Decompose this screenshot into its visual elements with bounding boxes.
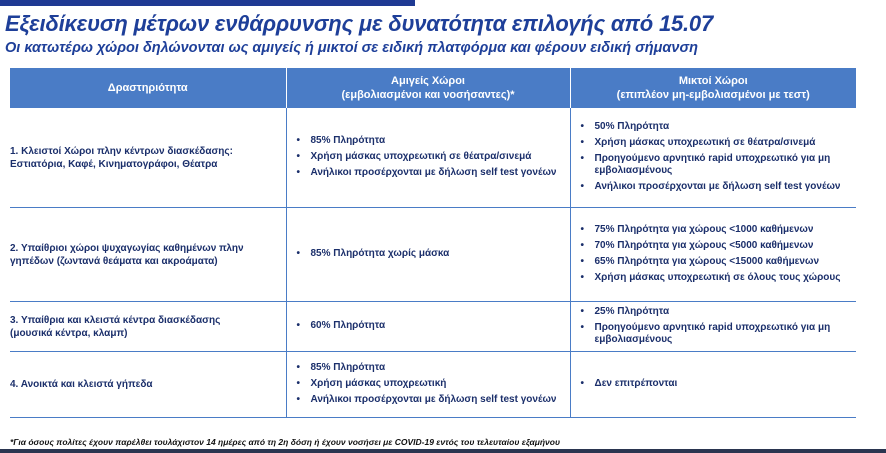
list-item: • Προηγούμενο αρνητικό rapid υποχρεωτικό για μη εμβολιασμένους (579, 153, 851, 177)
list-item: • 85% Πληρότητα (295, 362, 564, 374)
list-item: • Χρήση μάσκας υποχρεωτική σε θέατρα/σινεμά (295, 151, 564, 163)
list-item: • 85% Πληρότητα χωρίς μάσκα (295, 248, 564, 260)
pure-cell (286, 108, 570, 208)
pure-cell (286, 302, 570, 352)
list-item: • 65% Πληρότητα για χώρους <15000 καθήμενων (579, 256, 851, 268)
activity-cell (10, 208, 286, 302)
table-row (10, 108, 856, 208)
list-item: • Ανήλικοι προσέρχονται με δήλωση self test γονέων (579, 181, 851, 193)
header-mixed-subtitle: (επιπλέον μη-εμβολιασμένοι με τεστ) (616, 88, 810, 101)
table-header-row (10, 68, 856, 108)
mixed-cell (570, 208, 856, 302)
mixed-cell (570, 302, 856, 352)
header-mixed-spaces (570, 68, 856, 108)
header-pure-title: Αμιγείς Χώροι (391, 74, 465, 87)
footnote: *Για όσους πολίτες έχουν παρέλθει τουλάχιστον 14 ημέρες από τη 2η δόση ή έχουν νοσήσει με COVID-19 εντός του τελευταίου εξαμήνου (10, 437, 560, 447)
list-item: • 85% Πληρότητα (295, 135, 564, 147)
list-item: • Προηγούμενο αρνητικό rapid υποχρεωτικό για μη εμβολιασμένους (579, 322, 851, 346)
header-pure-spaces (286, 68, 570, 108)
activity-cell (10, 302, 286, 352)
activity-line: 3. Υπαίθρια και κλειστά κέντρα διασκέδασης (10, 314, 221, 326)
pure-cell (286, 208, 570, 302)
list-item: • 60% Πληρότητα (295, 320, 564, 332)
header-activity: Δραστηριότητα (10, 68, 286, 108)
activity-line: Εστιατόρια, Καφέ, Κινηματογράφοι, Θέατρα (10, 158, 218, 170)
measures-table (10, 68, 856, 418)
pure-cell (286, 352, 570, 418)
activity-cell (10, 352, 286, 418)
table-row (10, 352, 856, 418)
list-item: • Χρήση μάσκας υποχρεωτική (295, 378, 564, 390)
page-subtitle: Οι κατωτέρω χώροι δηλώνονται ως αμιγείς ή μικτοί σε ειδική πλατφόρμα και φέρουν ειδική σήμανση (5, 40, 698, 56)
mixed-cell (570, 352, 856, 418)
table-row (10, 302, 856, 352)
list-item: • 50% Πληρότητα (579, 121, 851, 133)
page-title: Εξειδίκευση μέτρων ενθάρρυνσης με δυνατότητα επιλογής από 15.07 (5, 11, 714, 36)
header-pure-subtitle: (εμβολιασμένοι και νοσήσαντες)* (341, 88, 515, 101)
table-row (10, 208, 856, 302)
bottom-bar (0, 449, 886, 453)
activity-line: 1. Κλειστοί Χώροι πλην κέντρων διασκέδασης: (10, 145, 233, 157)
list-item: • Χρήση μάσκας υποχρεωτική σε θέατρα/σινεμά (579, 137, 851, 149)
activity-line: 4. Ανοικτά και κλειστά γήπεδα (10, 379, 153, 390)
top-accent-bar (0, 0, 415, 6)
list-item: • Ανήλικοι προσέρχονται με δήλωση self test γονέων (295, 167, 564, 179)
activity-line: γηπέδων (ζωντανά θεάματα και ακροάματα) (10, 255, 218, 267)
activity-line: 2. Υπαίθριοι χώροι ψυχαγωγίας καθημένων πλην (10, 242, 244, 254)
mixed-cell (570, 108, 856, 208)
list-item: • Χρήση μάσκας υποχρεωτική σε όλους τους χώρους (579, 272, 851, 284)
list-item: • 75% Πληρότητα για χώρους <1000 καθήμενων (579, 224, 851, 236)
activity-cell (10, 108, 286, 208)
list-item: • 70% Πληρότητα για χώρους <5000 καθήμενων (579, 240, 851, 252)
header-mixed-title: Μικτοί Χώροι (678, 74, 748, 87)
list-item: • Δεν επιτρέπονται (579, 378, 851, 390)
activity-line: (μουσικά κέντρα, κλαμπ) (10, 327, 128, 339)
list-item: • 25% Πληρότητα (579, 306, 851, 318)
list-item: • Ανήλικοι προσέρχονται με δήλωση self test γονέων (295, 394, 564, 406)
